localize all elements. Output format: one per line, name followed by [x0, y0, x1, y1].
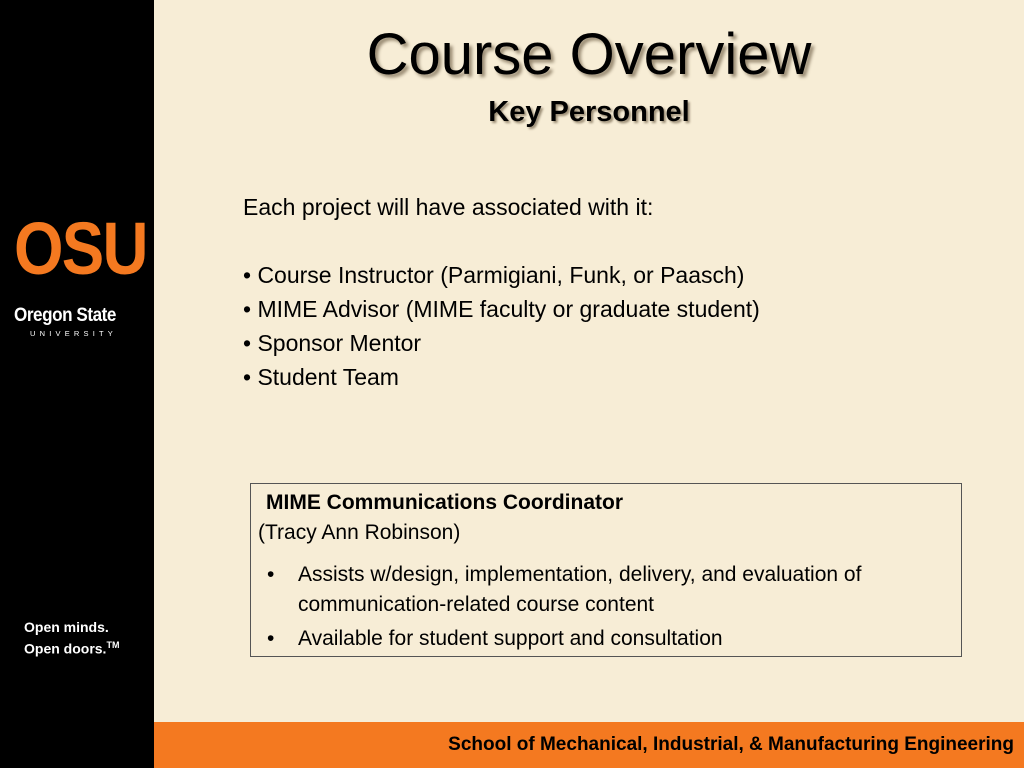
tagline-line1: Open minds. [24, 619, 109, 635]
intro-text: Each project will have associated with it: [243, 194, 654, 220]
bullet-marker: • [267, 627, 275, 650]
list-item: • MIME Advisor (MIME faculty or graduate student) [243, 296, 760, 322]
tagline-line2-wrap [24, 636, 119, 658]
logo-university-text: UNIVERSITY [30, 329, 118, 338]
logo-oregon-state-text: Oregon State [14, 305, 116, 326]
list-item [267, 624, 957, 654]
callout-item-text: Available for student support and consultation [298, 627, 723, 650]
callout-item-text: Assists w/design, implementation, delivery, and evaluation of communication-related course content [298, 563, 862, 616]
callout-list [267, 560, 957, 658]
personnel-list [243, 258, 760, 394]
tagline [24, 618, 119, 658]
bullet-marker: • [267, 563, 275, 586]
trademark-mark: TM [106, 640, 120, 650]
list-item: • Sponsor Mentor [243, 330, 422, 356]
coordinator-callout-box [250, 483, 962, 657]
tagline-line2: Open doors. [24, 640, 107, 657]
footer-bar [154, 722, 1024, 768]
footer-text: School of Mechanical, Industrial, & Manufacturing Engineering [448, 734, 1014, 755]
callout-title: MIME Communications Coordinator [266, 491, 623, 514]
osu-logo [14, 207, 147, 338]
sidebar [0, 0, 154, 768]
list-item [267, 560, 957, 620]
main-content [243, 190, 760, 394]
logo-osu-text: OSU [14, 207, 147, 290]
list-item: • Course Instructor (Parmigiani, Funk, or Paasch) [243, 262, 745, 288]
list-item: • Student Team [243, 364, 399, 390]
slide-title: Course Overview [366, 22, 812, 87]
slide-subtitle: Key Personnel [488, 96, 690, 128]
callout-subtitle: (Tracy Ann Robinson) [258, 521, 461, 544]
